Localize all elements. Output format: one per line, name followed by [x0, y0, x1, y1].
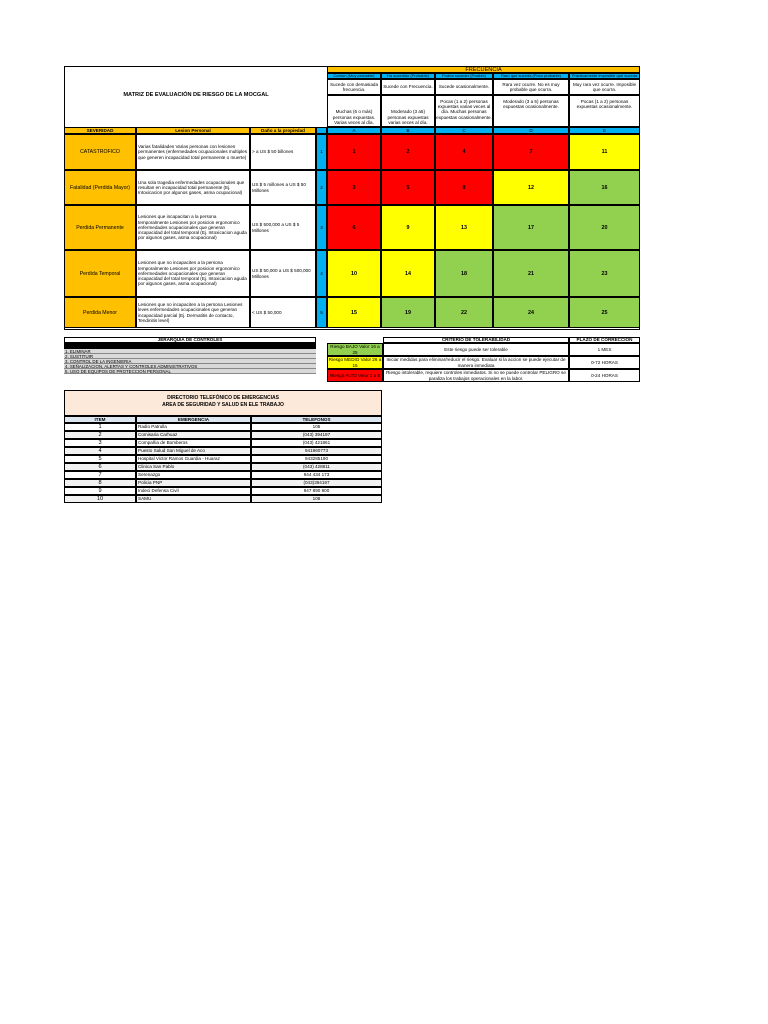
directory-title: DIRECTORIO TELEFÓNICO DE EMERGENCIAS	[167, 395, 279, 402]
freq-letter-b: B	[381, 127, 435, 134]
severity-level: 4	[316, 250, 327, 297]
risk-cell: 11	[569, 134, 640, 170]
risk-cell: 1	[327, 134, 381, 170]
risk-cell: 21	[493, 250, 569, 297]
directory-phone: (043) 421861	[251, 439, 382, 447]
risk-cell: 15	[327, 297, 381, 328]
property-damage: US $ 50,000 a US $ 500,000 Millones	[250, 250, 316, 297]
directory-phone: 106	[251, 495, 382, 503]
risk-cell: 19	[381, 297, 435, 328]
property-damage: US $ 5 millones a US $ 50 Millones	[250, 170, 316, 205]
tolerability-level: Riesgo MEDIO Valor 26 a 15	[328, 357, 382, 368]
directory-emergency-name: Hospital Victor Ramos Guardia - Huaraz	[136, 455, 251, 463]
control-item: 4. SEÑALIZACION, ALERTAS Y CONTROLES ADMINISTRATIVOS	[64, 364, 316, 369]
directory-item-number: 5	[64, 455, 136, 463]
freq-desc1-d: Rara vez ocurre. No es muy probable que ocurra.	[493, 79, 569, 95]
risk-cell: 22	[435, 297, 493, 328]
freq-desc2-c: Pocas (1 a 2) personas expuestas varias veces al día. Muchas personas expuestas ocasionalmente.	[435, 95, 493, 127]
severity-level: 3	[316, 205, 327, 250]
freq-desc2-b: Moderado (3 a5) personas expuestas varias veces al día.	[381, 95, 435, 127]
lesion-description: Lesiones que no incapaciten a la persona temporalmente Lesiones por posicion ergonomico enfermedades ocupacionales que generan incapacidad del total temporal (Ej. Intoxicacion aguda por algunos gases, asma ocupacional)	[136, 250, 250, 297]
severity-level: 1	[316, 134, 327, 170]
directory-emergency-name: Compañia de Bomberos	[136, 439, 251, 447]
directory-emergency-name: Serenazgo	[136, 471, 251, 479]
directory-item-number: 9	[64, 487, 136, 495]
freq-desc2-e: Pocas (1 a 2) personas expuestas ocasionalmente.	[569, 95, 640, 127]
directory-item-number: 4	[64, 447, 136, 455]
directory-emergency-name: Puesto Salud San Miguel de Aco	[136, 447, 251, 455]
risk-cell: 5	[381, 170, 435, 205]
risk-cell: 20	[569, 205, 640, 250]
risk-cell: 17	[493, 205, 569, 250]
severity-label: CATASTROFICO	[64, 134, 136, 170]
risk-cell: 6	[327, 205, 381, 250]
directory-phone: 947 890 900	[251, 487, 382, 495]
freq-header-a: Común (Muy probable)	[327, 73, 381, 79]
directory-subtitle: AREA DE SEGURIDAD Y SALUD EN ELE TRABAJO	[162, 402, 284, 409]
directory-phone: 941960773	[251, 447, 382, 455]
property-damage: < US $ 50,000	[250, 297, 316, 328]
tolerability-plazo: 0-72 HORAS	[569, 356, 640, 369]
directory-phone: 943285190	[251, 455, 382, 463]
risk-cell: 18	[435, 250, 493, 297]
risk-cell: 8	[435, 170, 493, 205]
tolerability-criterio: Iniciar medidas para eliminar/reducir el riesgo. Evaluar si la accion se puede ejecutar de manera inmediata	[383, 356, 569, 369]
control-item: 3. CONTROL DE LA INGENIERIA	[64, 359, 316, 364]
lesion-description: Lesiones que incapacitan a la persona temporalmente Lesiones por posicion ergonomico enfermedades ocupacionales que generan incapacidad del total temporal (Ej. Intoxicacion aguda por algunos gases, asma ocupacional)	[136, 205, 250, 250]
freq-letter-a: A	[327, 127, 381, 134]
control-item: 5. USO DE EQUIPOS DE PROTECCION PERSONAL	[64, 369, 316, 374]
lesion-description: Varias fatalidades Varias personas con lesiones permanentes (enfermedades ocupacionales multiples que generen incapacidad total permanente o muerte)	[136, 134, 250, 170]
severity-label: Perdida Temporal	[64, 250, 136, 297]
lesion-description: Lesiones que no incapaciten a la persona Lesiones leves enfermedades ocupacionales que generan incapacidad parcial (Ej. Dermatitis de contacto, Tendinitis level)	[136, 297, 250, 328]
freq-header-c: Podría suceder (Posible)	[435, 73, 493, 79]
freq-desc1-e: Muy rara vez ocurre. Imposible que ocurra.	[569, 79, 640, 95]
directory-emergency-name: Radio Patrulla	[136, 423, 251, 431]
freq-header-e: Prácticamente imposible que suceda	[569, 73, 640, 79]
risk-cell: 25	[569, 297, 640, 328]
directory-phone: (043) 394197	[251, 431, 382, 439]
freq-desc1-b: Sucede con Frecuencia.	[381, 79, 435, 95]
severity-level: 5	[316, 297, 327, 328]
risk-cell: 2	[381, 134, 435, 170]
directory-emergency-name: SAMU	[136, 495, 251, 503]
dano-header: Daño a la propiedad	[250, 127, 316, 134]
risk-cell: 24	[493, 297, 569, 328]
tolerability-criterio: Riesgo intolerable, requiere controles inmediatos. Si no se puede controlar PELIGRO se paraliza los trabajos operacionales en la labor.	[383, 369, 569, 382]
matrix-title: MATRIZ DE EVALUACIÓN DE RIESGO DE LA MOCGAL	[123, 92, 269, 98]
directory-phone: 944 434 173	[251, 471, 382, 479]
control-item: 2. SUSTITUIR	[64, 354, 316, 359]
tolerability-plazo: 0-24 HORAS	[569, 369, 640, 382]
risk-cell: 14	[381, 250, 435, 297]
severity-level: 2	[316, 170, 327, 205]
level-header-blank	[316, 127, 327, 134]
severity-label: Fatalidad (Perdida Mayor)	[64, 170, 136, 205]
freq-desc2-a: Muchas (6 o más) personas expuestas. Varias veces al día.	[327, 95, 381, 127]
directory-item-number: 6	[64, 463, 136, 471]
risk-cell: 23	[569, 250, 640, 297]
directory-item-number: 8	[64, 479, 136, 487]
severity-label: Perdida Menor	[64, 297, 136, 328]
directory-item-number: 10	[64, 495, 136, 503]
severity-label: Perdida Permanente	[64, 205, 136, 250]
directory-phone: (043) 428811	[251, 463, 382, 471]
risk-cell: 4	[435, 134, 493, 170]
risk-cell: 12	[493, 170, 569, 205]
risk-cell: 16	[569, 170, 640, 205]
risk-cell: 13	[435, 205, 493, 250]
directory-item-number: 3	[64, 439, 136, 447]
risk-cell: 9	[381, 205, 435, 250]
freq-header-d: Raro que suceda (Poco probable)	[493, 73, 569, 79]
freq-desc1-c: Sucede ocasionalmente.	[435, 79, 493, 95]
tolerability-header: CRITERIO DE TOLERABILIDAD	[383, 337, 569, 343]
plazo-header: PLAZO DE CORRECCION	[569, 337, 640, 343]
risk-cell: 3	[327, 170, 381, 205]
directory-item-number: 1	[64, 423, 136, 431]
controls-header: JERARQUIA DE CONTROLES	[64, 337, 316, 343]
directory-emergency-name: Policia PNP	[136, 479, 251, 487]
freq-letter-e: E	[569, 127, 640, 134]
directory-item-number: 2	[64, 431, 136, 439]
freq-desc1-a: Sucede con demasiada frecuencia.	[327, 79, 381, 95]
tolerability-level: Riesgo ALTO Valor 1 a 5	[327, 369, 383, 382]
freq-header-b: Ha sucedido (Probable)	[381, 73, 435, 79]
property-damage: US $ 500,000 a US $ 5 Millones	[250, 205, 316, 250]
directory-emergency-name: Indeci Defensa Civil	[136, 487, 251, 495]
directory-item-number: 7	[64, 471, 136, 479]
tolerability-criterio: Este riesgo puede ser tolerable	[383, 343, 569, 356]
tolerability-level: Riesgo BAJO Valor 16 a 25	[327, 343, 383, 356]
freq-letter-d: D	[493, 127, 569, 134]
risk-cell: 10	[327, 250, 381, 297]
tolerability-plazo: 1 MES	[569, 343, 640, 356]
freq-desc2-d: Moderado (3 a 5) personas expuestas ocasionalmente.	[493, 95, 569, 127]
directory-phone: (043)394197	[251, 479, 382, 487]
directory-header-telefonos: TELEFONOS	[251, 416, 382, 423]
lesion-description: Una sola tragedia enfermedades ocupacionales que resultan en incapacidad total permanente (Ej. Intoxicacion por algunos gases, asma ocupacional)	[136, 170, 250, 205]
severidad-header: SEVERIDAD	[64, 127, 136, 134]
frecuencia-header: FRECUENCIA	[327, 66, 640, 73]
directory-emergency-name: Clinica San Pablo	[136, 463, 251, 471]
lesion-header: Lesion Personal	[136, 127, 250, 134]
directory-header-emergencia: EMERGENCIA	[136, 416, 251, 423]
property-damage: > a US $ 50 billones	[250, 134, 316, 170]
directory-emergency-name: Comisaria Carhuaz	[136, 431, 251, 439]
control-item: 1. ELIMINAR	[64, 349, 316, 354]
freq-letter-c: C	[435, 127, 493, 134]
directory-phone: 105	[251, 423, 382, 431]
directory-header-item: ITEM	[64, 416, 136, 423]
risk-cell: 7	[493, 134, 569, 170]
